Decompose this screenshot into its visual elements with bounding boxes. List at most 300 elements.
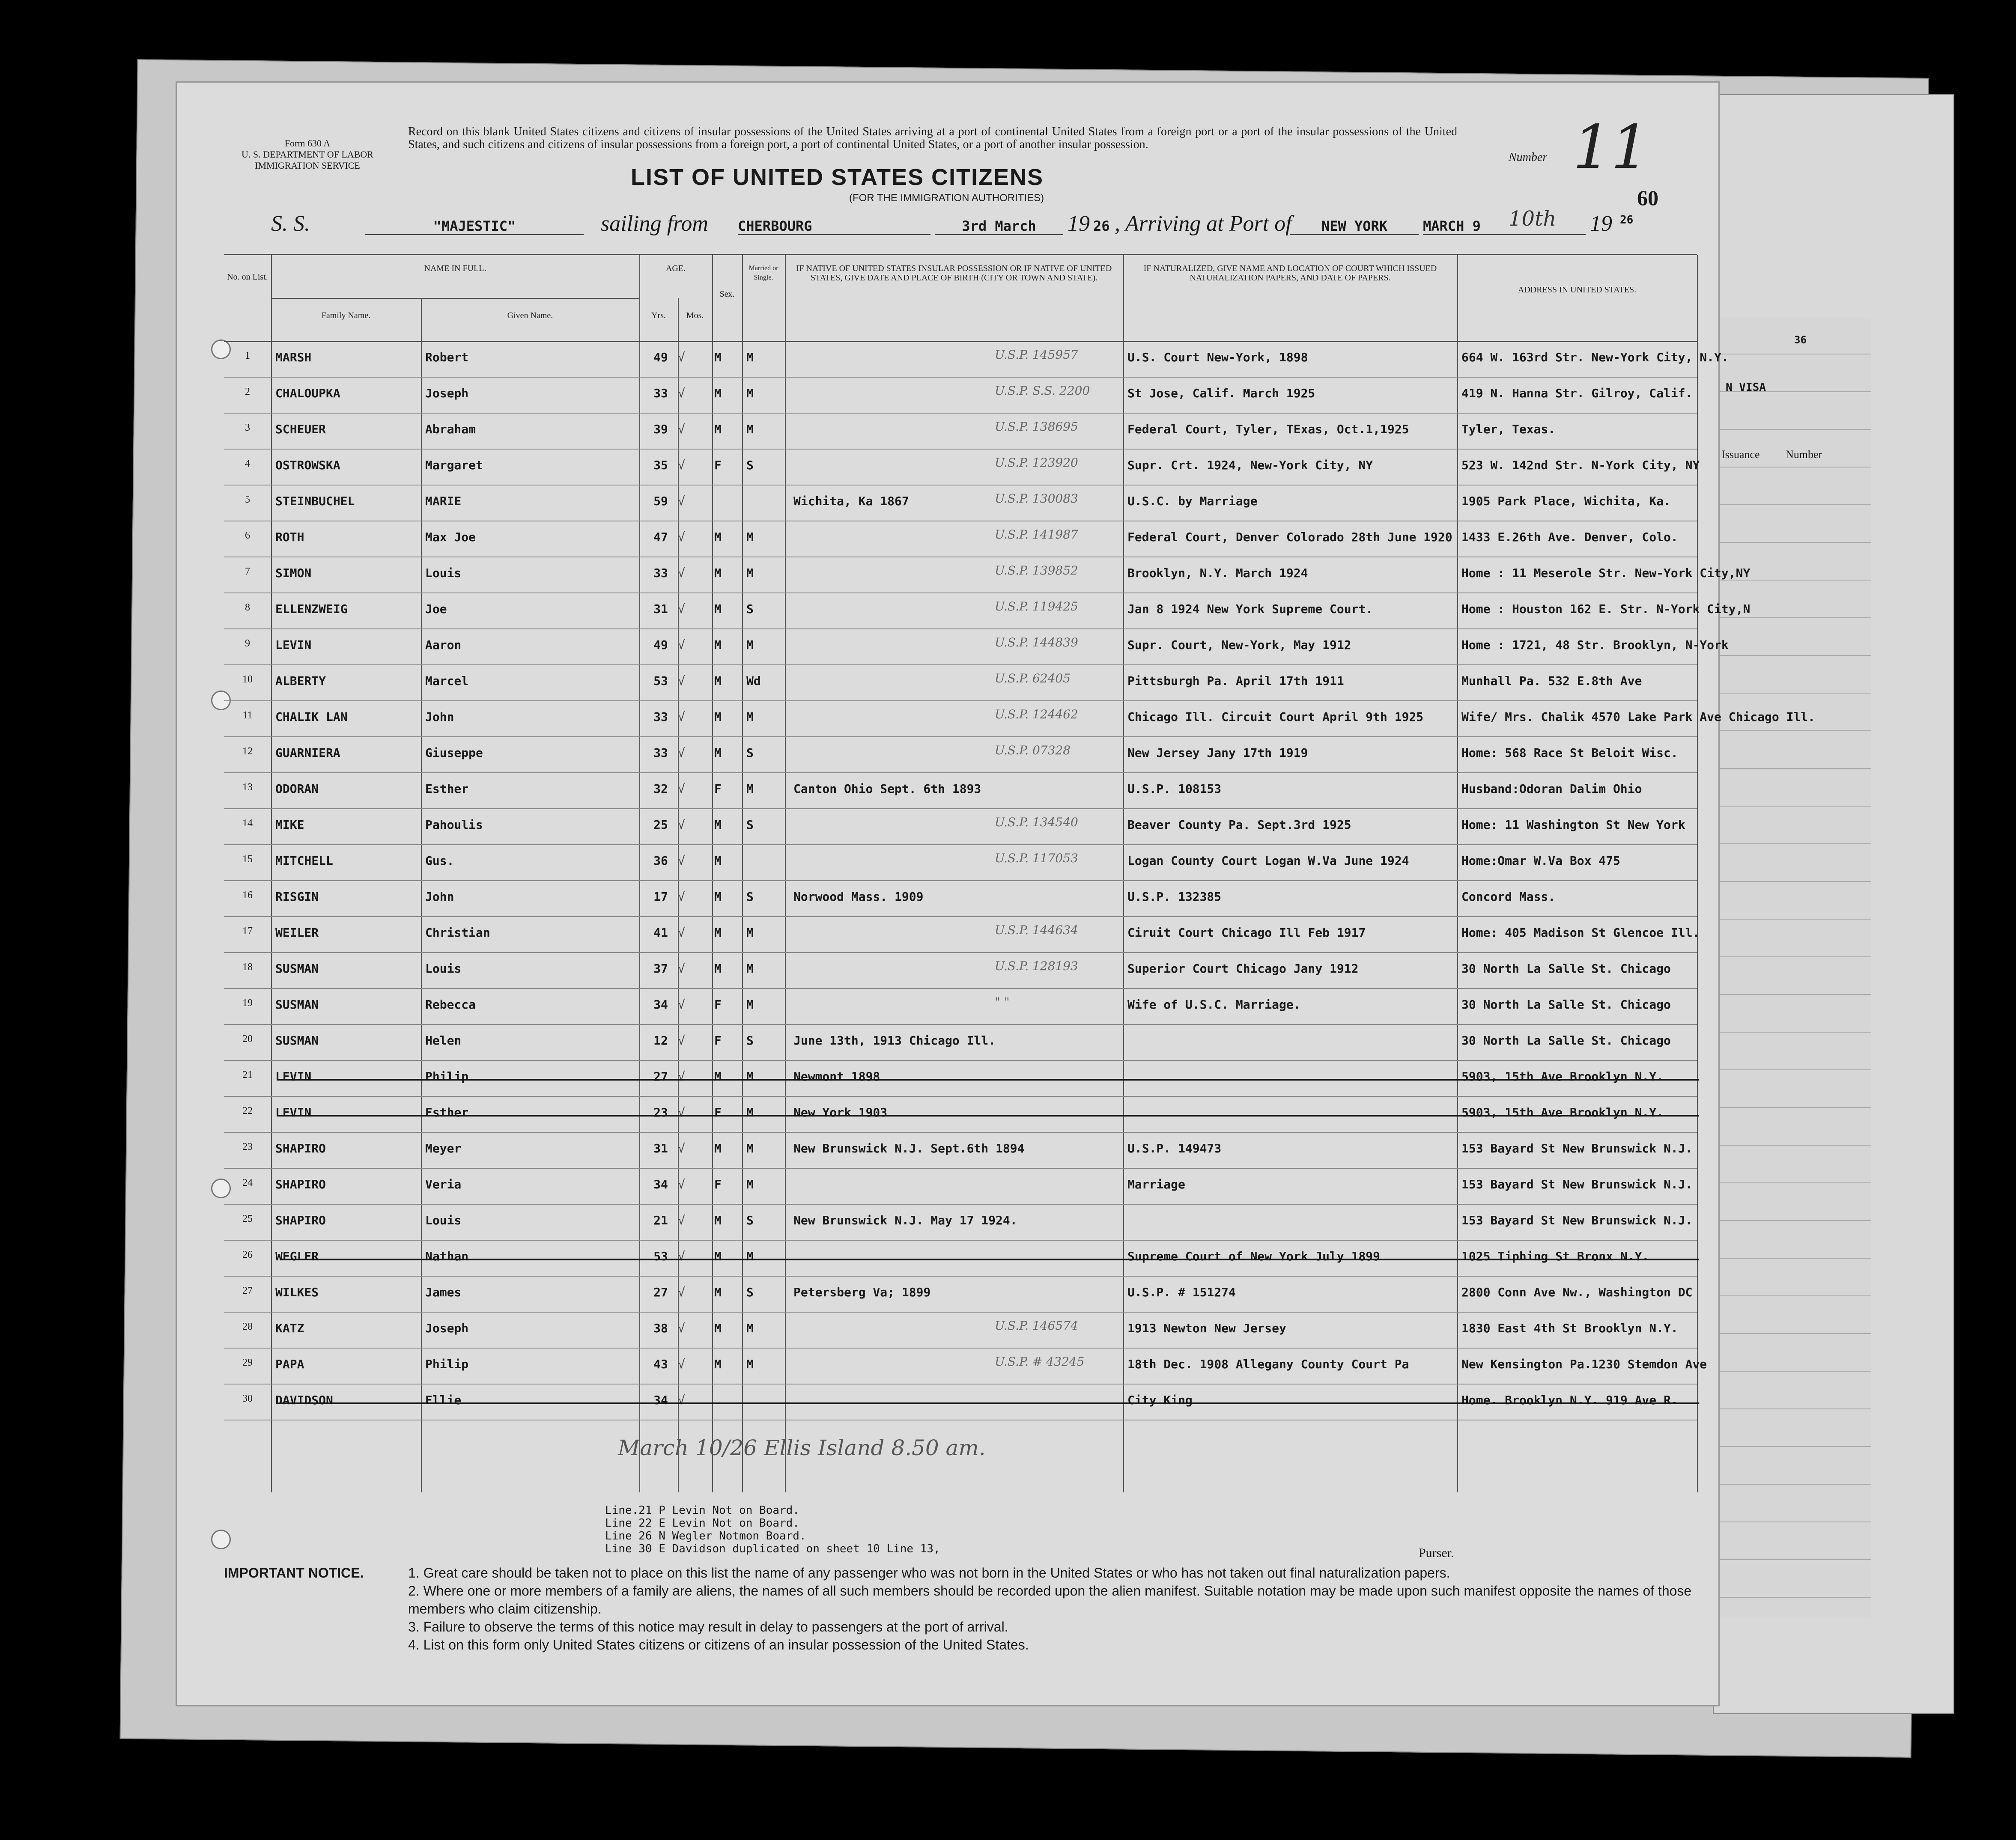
arrival-date: MARCH 9 bbox=[1423, 218, 1586, 235]
row-number: 1 bbox=[245, 350, 250, 361]
marital-status: M bbox=[746, 997, 754, 1012]
passport-number: U.S.P. 138695 bbox=[995, 420, 1078, 434]
passport-number: " " bbox=[995, 995, 1010, 1009]
list-number: 11 bbox=[1573, 113, 1649, 182]
age-years: 33 bbox=[653, 566, 668, 580]
passport-number: U.S.P. 139852 bbox=[995, 563, 1078, 578]
family-name: ELLENZWEIG bbox=[275, 602, 348, 616]
age-years: 53 bbox=[653, 1249, 668, 1263]
given-name: Louis bbox=[425, 1213, 462, 1227]
naturalization-info: 1913 Newton New Jersey bbox=[1127, 1321, 1286, 1335]
given-name: James bbox=[425, 1285, 462, 1299]
given-name: Max Joe bbox=[425, 530, 476, 544]
page-number: 60 bbox=[1637, 186, 1658, 210]
row-number: 8 bbox=[245, 602, 250, 613]
check-mark-icon: √ bbox=[678, 386, 685, 400]
age-years: 36 bbox=[653, 854, 668, 868]
family-name: SUSMAN bbox=[275, 962, 319, 976]
marital-status: M bbox=[746, 350, 754, 364]
table-row bbox=[224, 1348, 1707, 1384]
family-name: SHAPIRO bbox=[275, 1177, 326, 1191]
birth-info: June 13th, 1913 Chicago Ill. bbox=[793, 1033, 996, 1048]
naturalization-info: Marriage bbox=[1127, 1177, 1185, 1191]
check-mark-icon: √ bbox=[678, 1069, 685, 1084]
given-name: Philip bbox=[425, 1069, 469, 1084]
col-header-address: ADDRESS IN UNITED STATES. bbox=[1518, 285, 1637, 295]
passport-number: U.S.P. 128193 bbox=[995, 959, 1078, 973]
row-number: 26 bbox=[242, 1249, 253, 1260]
row-number: 12 bbox=[242, 746, 253, 757]
age-years: 25 bbox=[653, 818, 668, 832]
naturalization-info: Federal Court, Tyler, TExas, Oct.1,1925 bbox=[1127, 422, 1409, 436]
age-years: 49 bbox=[653, 638, 668, 652]
marital-status: Wd bbox=[746, 674, 761, 688]
check-mark-icon: √ bbox=[678, 854, 685, 868]
family-name: CHALIK LAN bbox=[275, 710, 348, 724]
row-number: 18 bbox=[242, 962, 253, 973]
naturalization-info: U.S.P. 108153 bbox=[1127, 782, 1222, 796]
birth-info: New York 1903 bbox=[793, 1105, 888, 1119]
number-label: Number bbox=[1509, 151, 1548, 164]
birth-info: Wichita, Ka 1867 bbox=[793, 494, 909, 508]
naturalization-info: New Jersey Jany 17th 1919 bbox=[1127, 746, 1308, 760]
marital-status: M bbox=[746, 962, 754, 976]
row-number: 16 bbox=[242, 890, 253, 901]
sex: F bbox=[714, 782, 722, 796]
col-header-family: Family Name. bbox=[321, 311, 371, 320]
table-row bbox=[224, 557, 1751, 593]
sex: M bbox=[714, 962, 722, 976]
notice-item: 4. List on this form only United States citizens or citizens of an insular possession of the United States. bbox=[408, 1637, 1029, 1652]
birth-info: Newmont 1898 bbox=[793, 1069, 880, 1084]
naturalization-info: Jan 8 1924 New York Supreme Court. bbox=[1127, 602, 1373, 616]
family-name: SIMON bbox=[275, 566, 312, 580]
family-name: MIKE bbox=[275, 818, 304, 832]
marital-status: M bbox=[746, 530, 754, 544]
line-notes bbox=[605, 1504, 940, 1555]
form-number: Form 630 A bbox=[284, 138, 331, 149]
given-name: Joseph bbox=[425, 1321, 469, 1335]
given-name: Aaron bbox=[425, 638, 462, 652]
family-name: KATZ bbox=[275, 1321, 304, 1335]
family-name: WILKES bbox=[275, 1285, 319, 1299]
us-address: Tyler, Texas. bbox=[1461, 422, 1556, 436]
row-number: 13 bbox=[242, 782, 253, 793]
age-years: 34 bbox=[653, 1177, 668, 1191]
naturalization-info: U.S.P. 132385 bbox=[1127, 890, 1222, 904]
sex: M bbox=[714, 890, 722, 904]
check-mark-icon: √ bbox=[678, 1033, 685, 1048]
family-name: LEVIN bbox=[275, 1069, 312, 1084]
table-row bbox=[224, 988, 1697, 1025]
check-mark-icon: √ bbox=[678, 602, 685, 616]
family-name: SUSMAN bbox=[275, 997, 319, 1012]
marital-status: M bbox=[746, 1249, 754, 1263]
col-header-naturalized: IF NATURALIZED, GIVE NAME AND LOCATION OF COURT WHICH ISSUED NATURALIZATION PAPERS, AND DATE OF PAPERS. bbox=[1143, 264, 1437, 283]
check-mark-icon: √ bbox=[678, 674, 685, 688]
age-years: 43 bbox=[653, 1357, 668, 1371]
line-note: Line 30 E Davidson duplicated on sheet 10 Line 13, bbox=[605, 1542, 940, 1555]
age-years: 33 bbox=[653, 710, 668, 724]
right-side-sheet bbox=[1717, 317, 1871, 1618]
table-row bbox=[224, 592, 1751, 629]
family-name: WEGLER bbox=[275, 1249, 319, 1263]
passport-number: U.S.P. 119425 bbox=[995, 599, 1078, 613]
age-years: 27 bbox=[653, 1285, 668, 1299]
family-name: ALBERTY bbox=[275, 674, 326, 688]
family-name: LEVIN bbox=[275, 1105, 312, 1119]
passport-number: U.S.P. 130083 bbox=[995, 491, 1078, 506]
table-row bbox=[224, 1096, 1697, 1133]
age-years: 53 bbox=[653, 674, 668, 688]
col-header-age: AGE. bbox=[665, 264, 686, 273]
us-address: 30 North La Salle St. Chicago bbox=[1461, 1033, 1671, 1048]
marital-status: M bbox=[746, 1321, 754, 1335]
family-name: PAPA bbox=[275, 1357, 304, 1371]
col-header-yrs: Yrs. bbox=[651, 311, 666, 320]
col-header-no: No. on List. bbox=[227, 272, 268, 282]
page-title: LIST OF UNITED STATES CITIZENS bbox=[631, 164, 1044, 190]
passport-number: U.S.P. 134540 bbox=[995, 815, 1078, 829]
row-number: 27 bbox=[242, 1285, 253, 1296]
marital-status: M bbox=[746, 1141, 754, 1155]
arriving-label: , Arriving at Port of bbox=[1115, 211, 1292, 236]
sex: M bbox=[714, 1357, 722, 1371]
marital-status: M bbox=[746, 926, 754, 940]
marital-status: S bbox=[746, 890, 754, 904]
us-address: 1905 Park Place, Wichita, Ka. bbox=[1461, 494, 1671, 508]
age-years: 49 bbox=[653, 350, 668, 364]
passport-number: U.S.P. S.S. 2200 bbox=[995, 384, 1090, 398]
given-name: Robert bbox=[425, 350, 469, 364]
family-name: CHALOUPKA bbox=[275, 386, 340, 400]
given-name: Joseph bbox=[425, 386, 469, 400]
check-mark-icon: √ bbox=[678, 422, 685, 436]
table-row bbox=[224, 1204, 1697, 1241]
departure-port: CHERBOURG bbox=[738, 218, 930, 235]
sex: M bbox=[714, 1321, 722, 1335]
row-number: 28 bbox=[242, 1321, 253, 1332]
departure-year-prefix: 19 bbox=[1068, 211, 1090, 236]
marital-status: S bbox=[746, 1285, 754, 1299]
arrival-year: 26 bbox=[1620, 214, 1634, 226]
record-instructions: Record on this blank United States citizens and citizens of insular possessions of the United States arriving at a port of continental United States from a foreign port or a port of the insular possessions of the United States, and such citizens and citizens of insular possessions from a foreign port, a port of continental United States, or a port of another insular possession. bbox=[408, 125, 1457, 151]
sex: F bbox=[714, 997, 722, 1012]
col-header-birth: IF NATIVE OF UNITED STATES INSULAR POSSESSION OR IF NATIVE OF UNITED STATES, GIVE DATE AND PLACE OF BIRTH (CITY OR TOWN AND STATE). bbox=[796, 264, 1112, 283]
passport-number: U.S.P. 124462 bbox=[995, 707, 1078, 721]
check-mark-icon: √ bbox=[678, 350, 685, 364]
naturalization-info: Beaver County Pa. Sept.3rd 1925 bbox=[1127, 818, 1351, 832]
right-sheet-header: N VISA bbox=[1726, 381, 1766, 394]
age-years: 33 bbox=[653, 746, 668, 760]
passport-number: U.S.P. 123920 bbox=[995, 456, 1078, 470]
sex: M bbox=[714, 710, 722, 724]
us-address: 5903, 15th Ave Brooklyn N.Y. bbox=[1461, 1105, 1664, 1119]
table-row bbox=[224, 1276, 1697, 1313]
given-name: Philip bbox=[425, 1357, 469, 1371]
naturalization-info: Federal Court, Denver Colorado 28th June 1920 bbox=[1127, 530, 1452, 544]
family-name: WEILER bbox=[275, 926, 319, 940]
given-name: Ellie bbox=[425, 1393, 462, 1407]
check-mark-icon: √ bbox=[678, 1321, 685, 1335]
birth-info: Canton Ohio Sept. 6th 1893 bbox=[793, 782, 981, 796]
row-number: 10 bbox=[242, 674, 253, 685]
family-name: MITCHELL bbox=[275, 854, 333, 868]
check-mark-icon: √ bbox=[678, 710, 685, 724]
table-row bbox=[224, 1168, 1697, 1205]
line-note: Line 22 E Levin Not on Board. bbox=[605, 1517, 799, 1530]
row-number: 14 bbox=[242, 818, 253, 829]
right-sheet-number: 36 bbox=[1794, 334, 1807, 346]
sex: M bbox=[714, 602, 722, 616]
sex: M bbox=[714, 818, 722, 832]
row-number: 11 bbox=[242, 710, 253, 721]
birth-info: New Brunswick N.J. May 17 1924. bbox=[793, 1213, 1017, 1227]
sex: F bbox=[714, 1105, 722, 1119]
us-address: Home : 1721, 48 Str. Brooklyn, N-York bbox=[1461, 638, 1729, 652]
naturalization-info: Brooklyn, N.Y. March 1924 bbox=[1127, 566, 1308, 580]
us-address: 30 North La Salle St. Chicago bbox=[1461, 962, 1671, 976]
sex: M bbox=[714, 1249, 722, 1263]
table-row bbox=[224, 880, 1697, 917]
given-name: Rebecca bbox=[425, 997, 476, 1012]
table-row bbox=[224, 916, 1700, 953]
table-row bbox=[224, 1132, 1697, 1169]
row-number: 15 bbox=[242, 854, 253, 865]
age-years: 34 bbox=[653, 1393, 668, 1407]
row-number: 5 bbox=[245, 494, 250, 505]
marital-status: M bbox=[746, 710, 754, 724]
row-number: 25 bbox=[242, 1213, 253, 1224]
check-mark-icon: √ bbox=[678, 1393, 685, 1407]
row-number: 21 bbox=[242, 1069, 253, 1081]
naturalization-info: City King bbox=[1127, 1393, 1193, 1407]
col-header-married: Married or Single. bbox=[749, 265, 778, 281]
naturalization-info: Supr. Court, New-York, May 1912 bbox=[1127, 638, 1351, 652]
family-name: SUSMAN bbox=[275, 1033, 319, 1048]
us-address: 1433 E.26th Ave. Denver, Colo. bbox=[1461, 530, 1678, 544]
notice-label: IMPORTANT NOTICE. bbox=[224, 1565, 364, 1581]
table-row bbox=[224, 808, 1697, 845]
sex: M bbox=[714, 530, 722, 544]
table-row bbox=[224, 341, 1729, 378]
passport-number: U.S.P. 62405 bbox=[995, 671, 1071, 685]
birth-info: Petersberg Va; 1899 bbox=[793, 1285, 931, 1299]
given-name: Esther bbox=[425, 782, 469, 796]
age-years: 34 bbox=[653, 997, 668, 1012]
sailing-label: sailing from bbox=[601, 211, 708, 236]
us-address: Wife/ Mrs. Chalik 4570 Lake Park Ave Chicago Ill. bbox=[1461, 710, 1816, 724]
naturalization-info: Supreme Court of New York July 1899 bbox=[1127, 1249, 1381, 1263]
arrival-port: NEW YORK bbox=[1290, 218, 1419, 235]
given-name: Christian bbox=[425, 926, 490, 940]
us-address: New Kensington Pa.1230 Stemdon Ave bbox=[1461, 1357, 1707, 1371]
age-years: 31 bbox=[653, 1141, 668, 1155]
col-header-mos: Mos. bbox=[686, 311, 704, 320]
check-mark-icon: √ bbox=[678, 566, 685, 580]
age-years: 39 bbox=[653, 422, 668, 436]
notice-item: 1. Great care should be taken not to place on this list the name of any passenger who was not born in the United States or who has not taken out final naturalization papers. bbox=[408, 1565, 1450, 1581]
given-name: John bbox=[425, 710, 454, 724]
passport-number: U.S.P. 141987 bbox=[995, 527, 1078, 542]
table-row bbox=[224, 700, 1816, 737]
naturalization-info: Logan County Court Logan W.Va June 1924 bbox=[1127, 854, 1409, 868]
sex: M bbox=[714, 1069, 722, 1084]
sex: M bbox=[714, 386, 722, 400]
given-name: MARIE bbox=[425, 494, 462, 508]
check-mark-icon: √ bbox=[678, 1357, 685, 1371]
age-years: 37 bbox=[653, 962, 668, 976]
age-years: 41 bbox=[653, 926, 668, 940]
row-number: 30 bbox=[242, 1393, 253, 1404]
us-address: 153 Bayard St New Brunswick N.J. bbox=[1461, 1141, 1693, 1155]
check-mark-icon: √ bbox=[678, 782, 685, 796]
table-row bbox=[224, 736, 1697, 773]
us-address: 664 W. 163rd Str. New-York City, N.Y. bbox=[1461, 350, 1729, 364]
passport-number: U.S.P. 144839 bbox=[995, 635, 1078, 649]
marital-status: S bbox=[746, 1033, 754, 1048]
age-years: 12 bbox=[653, 1033, 668, 1048]
table-row bbox=[224, 772, 1697, 809]
given-name: Esther bbox=[425, 1105, 469, 1119]
family-name: MARSH bbox=[275, 350, 312, 364]
given-name: John bbox=[425, 890, 454, 904]
service-name: IMMIGRATION SERVICE bbox=[255, 160, 360, 171]
given-name: Pahoulis bbox=[425, 818, 483, 832]
marital-status: M bbox=[746, 1105, 754, 1119]
arrival-year-prefix: 19 bbox=[1590, 211, 1612, 236]
purser-label: Purser. bbox=[1419, 1546, 1454, 1560]
check-mark-icon: √ bbox=[678, 1213, 685, 1227]
us-address: Home: 405 Madison St Glencoe Ill. bbox=[1461, 926, 1700, 940]
arrival-date-handwritten: 10th bbox=[1509, 207, 1557, 231]
sex: M bbox=[714, 1213, 722, 1227]
birth-info: New Brunswick N.J. Sept.6th 1894 bbox=[793, 1141, 1025, 1155]
given-name: Abraham bbox=[425, 422, 476, 436]
row-number: 7 bbox=[245, 566, 250, 577]
age-years: 32 bbox=[653, 782, 668, 796]
table-row bbox=[224, 664, 1697, 701]
family-name: SHAPIRO bbox=[275, 1213, 326, 1227]
check-mark-icon: √ bbox=[678, 1177, 685, 1191]
age-years: 33 bbox=[653, 386, 668, 400]
family-name: ODORAN bbox=[275, 782, 319, 796]
check-mark-icon: √ bbox=[678, 1105, 685, 1119]
naturalization-info: U.S.C. by Marriage bbox=[1127, 494, 1258, 508]
table-row bbox=[224, 485, 1697, 521]
row-number: 23 bbox=[242, 1141, 253, 1152]
row-number: 20 bbox=[242, 1033, 253, 1045]
check-mark-icon: √ bbox=[678, 997, 685, 1012]
marital-status: M bbox=[746, 1177, 754, 1191]
check-mark-icon: √ bbox=[678, 818, 685, 832]
us-address: 153 Bayard St New Brunswick N.J. bbox=[1461, 1177, 1693, 1191]
us-address: Home : 11 Meserole Str. New-York City,NY bbox=[1461, 566, 1751, 580]
table-row bbox=[224, 377, 1697, 414]
given-name: Veria bbox=[425, 1177, 462, 1191]
naturalization-info: U.S.P. # 151274 bbox=[1127, 1285, 1236, 1299]
check-mark-icon: √ bbox=[678, 1285, 685, 1299]
col-header-sex: Sex. bbox=[719, 289, 735, 299]
ss-label: S. S. bbox=[271, 211, 310, 236]
marital-status: M bbox=[746, 422, 754, 436]
passport-number: U.S.P. 146574 bbox=[995, 1319, 1078, 1333]
sex: M bbox=[714, 1141, 722, 1155]
table-row bbox=[224, 1240, 1697, 1277]
naturalization-info: Superior Court Chicago Jany 1912 bbox=[1127, 962, 1359, 976]
sex: M bbox=[714, 926, 722, 940]
given-name: Helen bbox=[425, 1033, 462, 1048]
passport-number: U.S.P. 117053 bbox=[995, 851, 1078, 865]
sex: M bbox=[714, 350, 722, 364]
us-address: 419 N. Hanna Str. Gilroy, Calif. bbox=[1461, 386, 1693, 400]
check-mark-icon: √ bbox=[678, 530, 685, 544]
row-number: 6 bbox=[245, 530, 250, 541]
notice-item: 2. Where one or more members of a family are aliens, the names of all such members should be recorded upon the alien manifest. Suitable notation may be made upon such manifest opposite the names of those members who claim citizenship. bbox=[408, 1583, 1692, 1617]
departure-date: 3rd March bbox=[935, 218, 1063, 235]
marital-status: S bbox=[746, 458, 754, 472]
marital-status: S bbox=[746, 1213, 754, 1227]
family-name: LEVIN bbox=[275, 638, 312, 652]
given-name: Joe bbox=[425, 602, 447, 616]
check-mark-icon: √ bbox=[678, 746, 685, 760]
us-address: 30 North La Salle St. Chicago bbox=[1461, 997, 1671, 1012]
naturalization-info: Ciruit Court Chicago Ill Feb 1917 bbox=[1127, 926, 1366, 940]
table-row bbox=[224, 844, 1697, 881]
passport-number: U.S.P. 07328 bbox=[995, 743, 1071, 757]
table-row bbox=[224, 521, 1697, 557]
ship-name: "MAJESTIC" bbox=[365, 218, 584, 235]
age-years: 35 bbox=[653, 458, 668, 472]
check-mark-icon: √ bbox=[678, 1249, 685, 1263]
us-address: 523 W. 142nd Str. N-York City, NY bbox=[1461, 458, 1700, 472]
table-row bbox=[224, 1024, 1697, 1061]
check-mark-icon: √ bbox=[678, 1141, 685, 1155]
table-row bbox=[224, 952, 1697, 989]
row-number: 2 bbox=[245, 386, 250, 397]
naturalization-info: U.S.P. 149473 bbox=[1127, 1141, 1222, 1155]
family-name: OSTROWSKA bbox=[275, 458, 340, 472]
passport-number: U.S.P. 145957 bbox=[995, 348, 1078, 362]
department-name: U. S. DEPARTMENT OF LABOR bbox=[242, 149, 373, 160]
table-row bbox=[224, 1384, 1697, 1420]
row-number: 4 bbox=[245, 458, 250, 469]
family-name: STEINBUCHEL bbox=[275, 494, 355, 508]
marital-status: M bbox=[746, 782, 754, 796]
table-row bbox=[224, 1060, 1697, 1097]
us-address: Home. Brooklyn N.Y. 919 Ave R. bbox=[1461, 1393, 1678, 1407]
us-address: Home: 11 Washington St New York bbox=[1461, 818, 1685, 832]
sex: F bbox=[714, 458, 722, 472]
right-sheet-col1: Issuance bbox=[1721, 448, 1760, 461]
check-mark-icon: √ bbox=[678, 926, 685, 940]
us-address: 5903, 15th Ave Brooklyn N.Y. bbox=[1461, 1069, 1664, 1084]
us-address: 153 Bayard St New Brunswick N.J. bbox=[1461, 1213, 1693, 1227]
age-years: 27 bbox=[653, 1069, 668, 1084]
row-number: 24 bbox=[242, 1177, 253, 1188]
naturalization-info: 18th Dec. 1908 Allegany County Court Pa bbox=[1127, 1357, 1409, 1371]
notice-item: 3. Failure to observe the terms of this notice may result in delay to passengers at the port of arrival. bbox=[408, 1619, 1008, 1635]
given-name: Meyer bbox=[425, 1141, 462, 1155]
marital-status: S bbox=[746, 746, 754, 760]
age-years: 59 bbox=[653, 494, 668, 508]
check-mark-icon: √ bbox=[678, 494, 685, 508]
row-number: 22 bbox=[242, 1105, 253, 1117]
naturalization-info: Supr. Crt. 1924, New-York City, NY bbox=[1127, 458, 1373, 472]
us-address: Husband:Odoran Dalim Ohio bbox=[1461, 782, 1642, 796]
table-row bbox=[224, 413, 1697, 450]
col-header-name: NAME IN FULL. bbox=[424, 264, 486, 273]
